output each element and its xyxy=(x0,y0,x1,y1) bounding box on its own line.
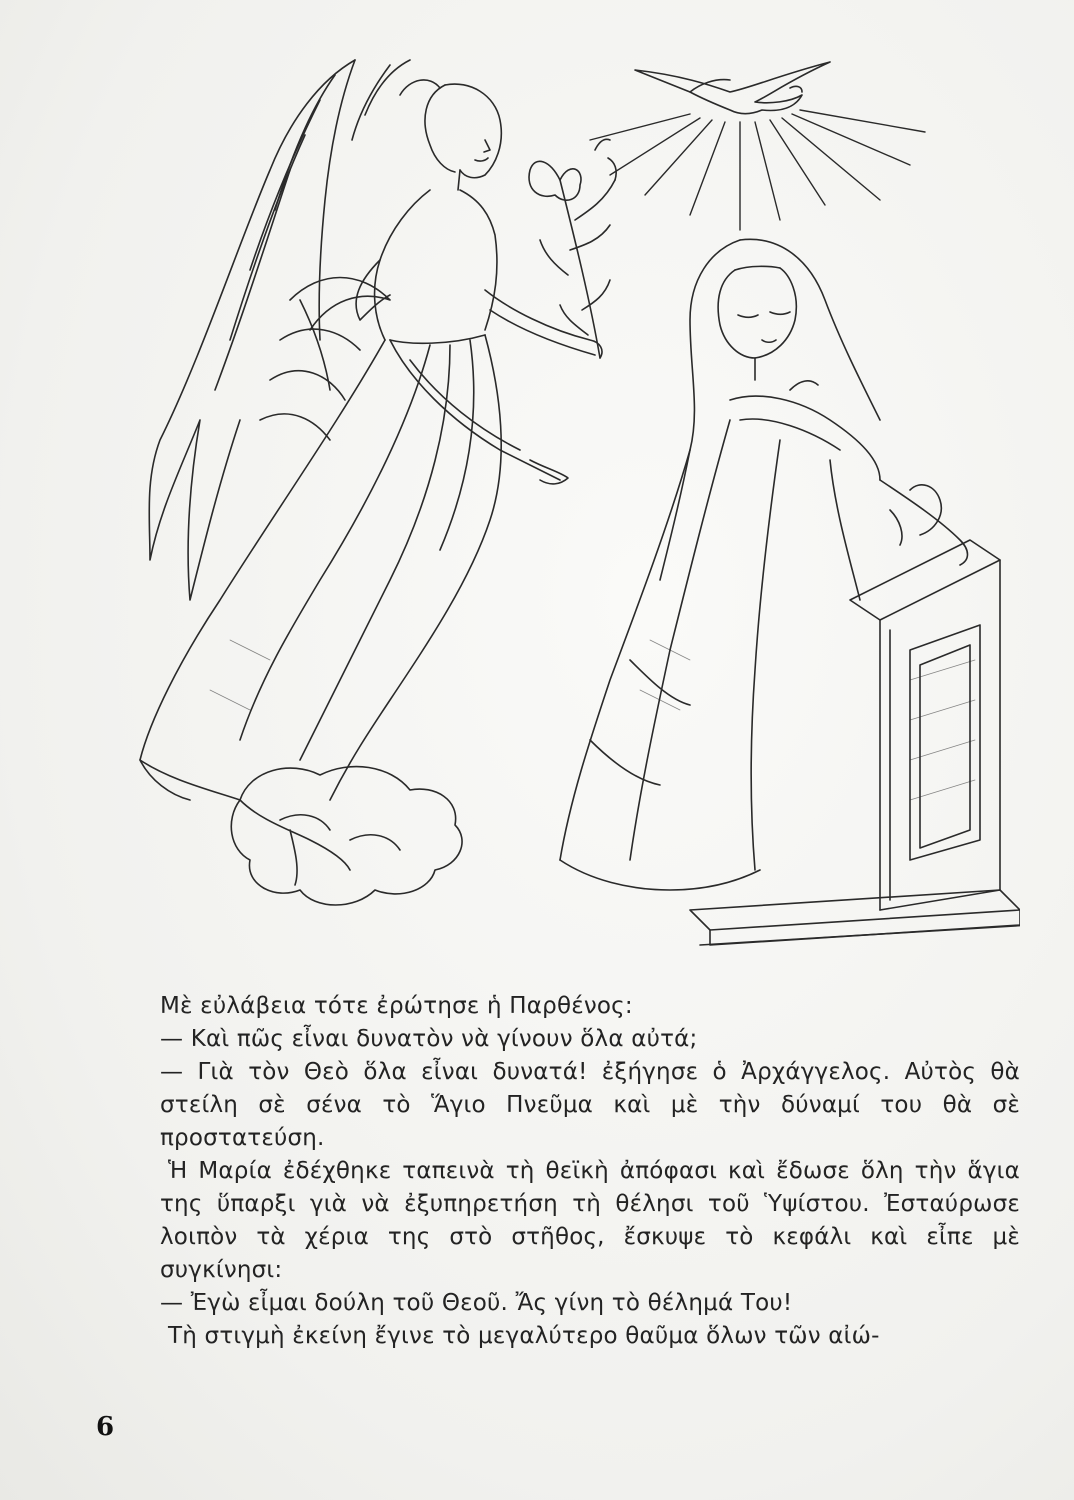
angel-figure xyxy=(140,80,602,905)
light-rays xyxy=(590,110,925,230)
paragraph: Τὴ στιγμὴ ἐκείνη ἔγινε τὸ μεγαλύτερο θαῦμα ὅλων τῶν αἰώ- xyxy=(168,1323,880,1349)
page-number: 6 xyxy=(96,1412,115,1442)
lily-icon xyxy=(529,139,616,358)
paragraph: — Καὶ πῶς εἶναι δυνατὸν νὰ γίνουν ὅλα αὐτά; xyxy=(160,1026,698,1052)
story-text xyxy=(160,990,1020,1353)
prayer-desk xyxy=(690,540,1020,945)
mary-figure xyxy=(560,239,968,890)
paragraph: Ἡ Μαρία ἐδέχθηκε ταπεινὰ τὴ θεϊκὴ ἀπόφασι καὶ ἔδωσε ὅλη τὴν ἅγια της ὕπαρξι γιὰ νὰ ἐξυπηρετήση τὴ θέλησι τοῦ Ὑψίστου. Ἐσταύρωσε λοιπὸν τὰ χέρια της στὸ στῆθος, ἔσκυψε τὸ κεφάλι καὶ εἶπε μὲ συγκίνησι: xyxy=(160,1158,1020,1283)
paragraph: — Ἐγὼ εἶμαι δούλη τοῦ Θεοῦ. Ἄς γίνη τὸ θέλημά Του! xyxy=(160,1290,793,1316)
paragraph: — Γιὰ τὸν Θεὸ ὅλα εἶναι δυνατά! ἐξήγησε ὁ Ἀρχάγγελος. Αὐτὸς θὰ στείλη σὲ σένα τὸ Ἅγιο Πνεῦμα καὶ μὲ τὴν δύναμί του θὰ σὲ προστατεύση. xyxy=(160,1059,1020,1151)
illustration-drawing xyxy=(90,40,1020,980)
shading xyxy=(210,640,975,800)
paragraph: Μὲ εὐλάβεια τότε ἐρώτησε ἡ Παρθένος: xyxy=(160,993,633,1019)
annunciation-illustration xyxy=(90,40,1020,980)
dove-icon xyxy=(635,62,830,114)
angel-wings xyxy=(149,60,410,600)
